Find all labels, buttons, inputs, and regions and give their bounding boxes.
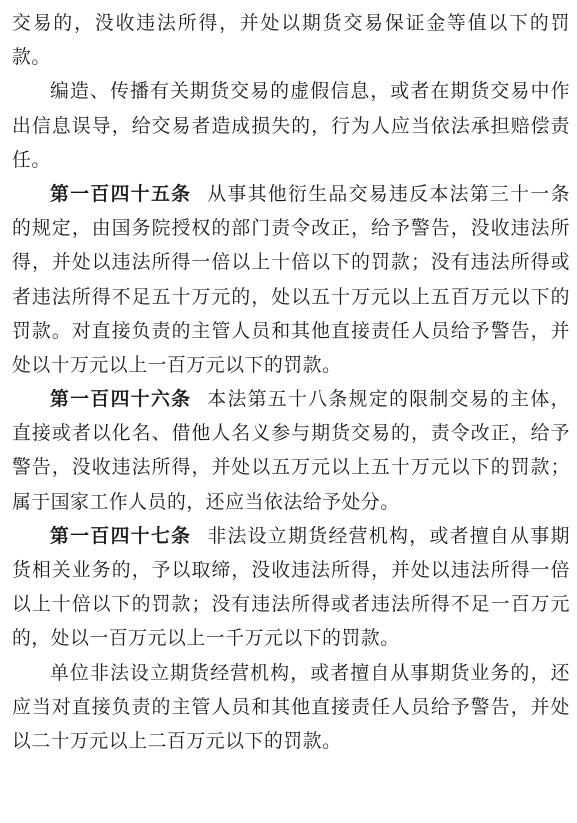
- text-line: 出信息误导，给交易者造成损失的，行为人应当依法承担赔偿责: [12, 115, 570, 137]
- text-line: 者违法所得不足五十万元的，处以五十万元以上五百万元以下的: [12, 286, 570, 308]
- text-line: 款。: [12, 47, 51, 69]
- text-line: 的，处以一百万元以上一千万元以下的罚款。: [12, 628, 400, 650]
- text-line: 从事其他衍生品交易违反本法第三十一条: [207, 183, 570, 205]
- text-line: 以上十倍以下的罚款；没有违法所得或者违法所得不足一百万元: [12, 594, 570, 616]
- paragraph-unit-illegal-establishment: [12, 657, 570, 760]
- text-line: 属于国家工作人员的，还应当依法给予处分。: [12, 491, 400, 513]
- text-line: 罚款。对直接负责的主管人员和其他直接责任人员给予警告，并: [12, 320, 570, 342]
- text-line: 得，并处以违法所得一倍以上十倍以下的罚款；没有违法所得或: [12, 252, 570, 274]
- text-line: 交易的，没收违法所得，并处以期货交易保证金等值以下的罚: [12, 13, 570, 34]
- text-line: 的规定，由国务院授权的部门责令改正，给予警告，没收违法所: [12, 218, 570, 240]
- text-line: 编造、传播有关期货交易的虚假信息，或者在期货交易中作: [50, 81, 570, 103]
- text-line: 货相关业务的，予以取缔，没收违法所得，并处以违法所得一倍: [12, 560, 570, 581]
- text-line: 任。: [12, 149, 51, 171]
- paragraph-false-information: [12, 75, 570, 178]
- article-first-line: [12, 520, 570, 554]
- text-line: 直接或者以化名、借他人名义参与期货交易的，责令改正，给予: [12, 423, 570, 445]
- text-line: 以二十万元以上二百万元以下的罚款。: [12, 730, 342, 752]
- text-line: 本法第五十八条规定的限制交易的主体，: [207, 389, 570, 411]
- text-line: 警告，没收违法所得，并处以五万元以上五十万元以下的罚款；: [12, 457, 570, 479]
- article-first-line: [12, 178, 570, 212]
- text-line: 应当对直接负责的主管人员和其他直接责任人员给予警告，并处: [12, 696, 570, 718]
- paragraph-continuation: [12, 7, 570, 75]
- article-number: 第一百四十六条: [50, 389, 192, 411]
- text-line: 单位非法设立期货经营机构，或者擅自从事期货业务的，还: [50, 662, 570, 684]
- article-number: 第一百四十七条: [50, 525, 192, 547]
- text-line: 非法设立期货经营机构，或者擅自从事期: [207, 525, 570, 547]
- text-line: 处以十万元以上一百万元以下的罚款。: [12, 354, 342, 376]
- article-145: [12, 178, 570, 383]
- document-page: [12, 0, 570, 759]
- article-147: [12, 520, 570, 657]
- article-146: [12, 383, 570, 520]
- article-first-line: [12, 383, 570, 417]
- article-number: 第一百四十五条: [50, 183, 192, 205]
